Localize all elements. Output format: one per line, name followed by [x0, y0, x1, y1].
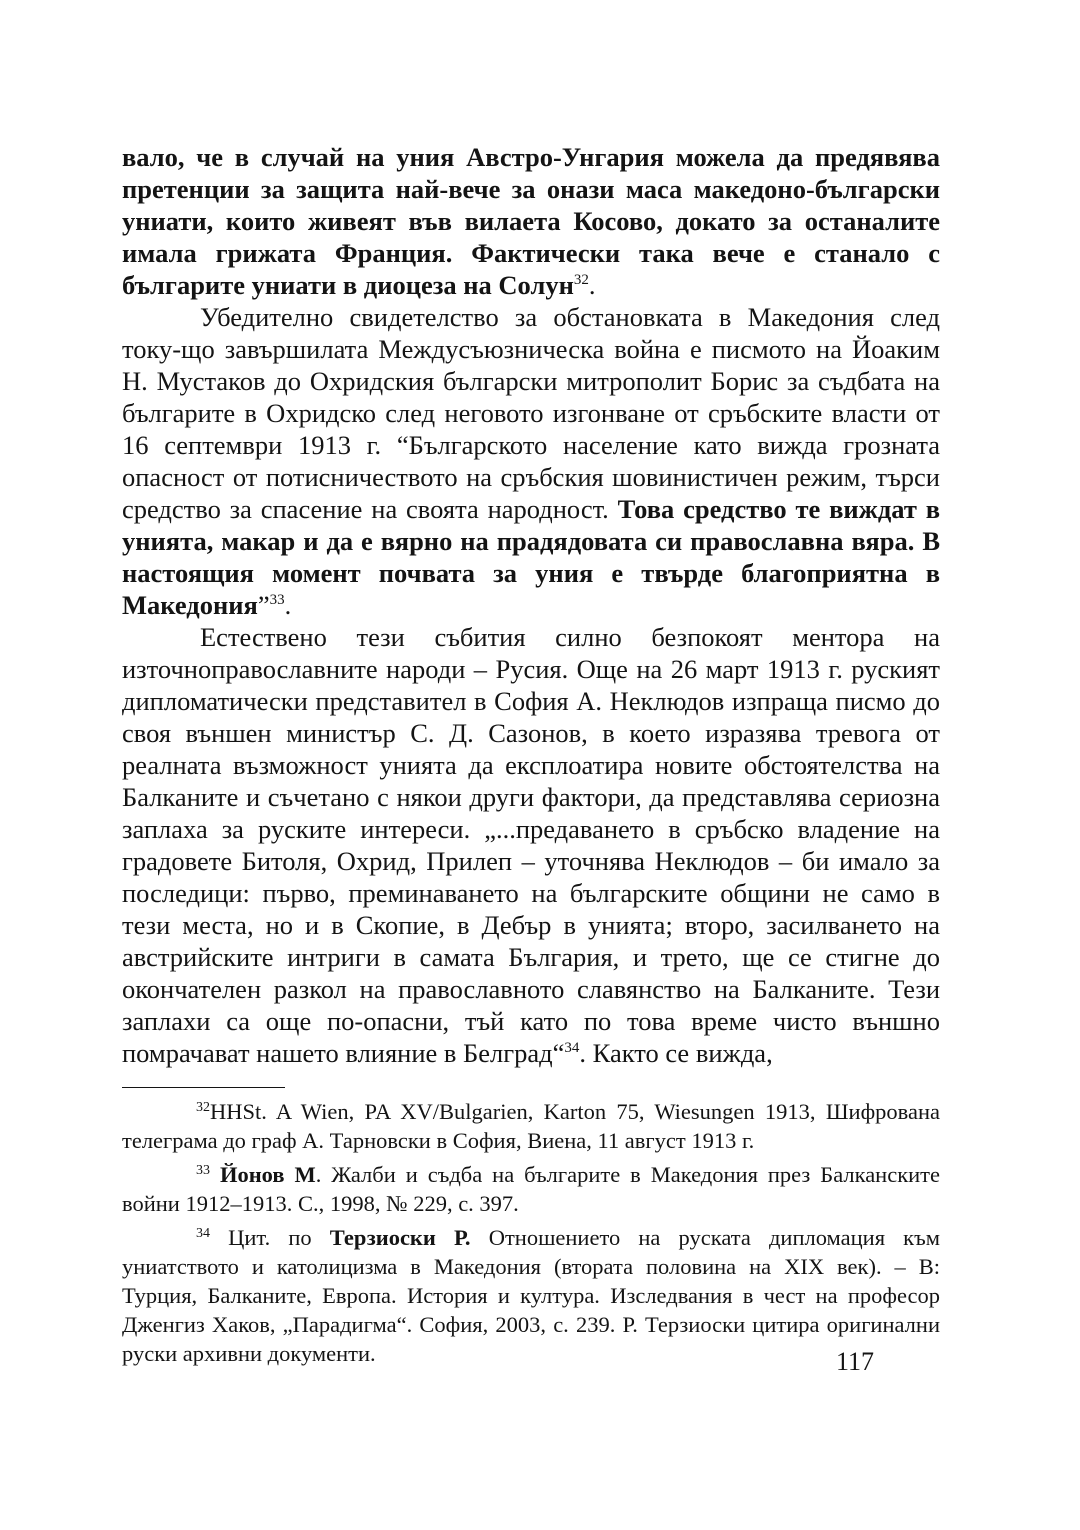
footnote-ref-32[interactable]: 32 [573, 272, 589, 288]
footnote-34: $^{34}$ Цит. по Терзиоски Р. Отношението на руската дипломация към униатството и католицизма в Македония (втората половина на XIX век). – В: Турция, Балканите, Европа. История и култура. Изследвания в чест на професор Дженгиз Хаков, „Парадигма“. София, 2003, с. 239. Р. Терзиоски цитира оригинални руски архивни документи. [122, 1225, 940, 1366]
footnotes [122, 1097, 940, 1373]
footnote-author: Терзиоски Р. [329, 1225, 471, 1250]
bold-passage: вало, че в случай на уния Австро-Унгария можела да предявява претенции за защита най-вече за онази маса македоно-български униати, които живеят във вилаета Косово, докато за останалите имала грижата Франция. Фактически така вече е станало с българите униати в диоцеза на Солун [122, 142, 940, 300]
paragraph-2: Убедително свидетелство за обстановката в Македония след току-що завършилата Междусъюзническа война е писмото на Йоаким Н. Мустаков до Охридския български митрополит Борис за съдбата на българите в Охридско след неговото изгонване от сръбските власти от 16 септември 1913 г. “Българското население като вижда грозната опасност от потисничеството на сръбския шовинистичен режим, търси средство за спасение на своята народност. Това средство те виждат в унията, макар и да е вярно на прадядовата си православна вяра. В настоящия момент почвата за уния е твърде благоприятна в Македония”$^{33}$. [122, 302, 941, 620]
footnote-32: $^{32}$HHSt. A Wien, PA XV/Bulgarien, Karton 75, Wiesungen 1913, Шифрована телеграма до граф А. Тарновски в София, Виена, 11 август 1913 г. [122, 1099, 940, 1153]
footnote-ref-33[interactable]: 33 [269, 592, 285, 608]
footnote-author: Йонов М [219, 1162, 316, 1187]
body-text [122, 141, 940, 1069]
footnote-separator [122, 1087, 285, 1088]
footnote-33: $^{33}$ Йонов М. Жалби и съдба на българите в Македония през Балканските войни 1912–1913. С., 1998, № 229, с. 397. [122, 1162, 941, 1216]
bold-passage: Това средство те виждат в унията, макар и да е вярно на прадядовата си православна вяра. В настоящия момент почвата за уния е твърде благоприятна в Македония [122, 494, 941, 620]
page-number: 117 [836, 1347, 875, 1376]
paragraph-1: вало, че в случай на уния Австро-Унгария можела да предявява претенции за защита най-вече за онази маса македоно-български униати, които живеят във вилаета Косово, докато за останалите имала грижата Франция. Фактически така вече е станало с българите униати в диоцеза на Солун$^{32}$. [122, 142, 940, 300]
footnote-ref-34[interactable]: 34 [564, 1040, 580, 1056]
paragraph-3: Естествено тези събития силно безпокоят ментора на източноправославните народи – Русия. Още на 26 март 1913 г. руският дипломатически представител в София А. Неклюдов изпраща писмо до своя външен министър С. Д. Сазонов, в което изразява тревога от реалната възможност унията да експлоатира новите обстоятелства на Балканите и съчетано с някои други фактори, да представлява сериозна заплаха за руските интереси. „...предаването в сръбско владение на градовете Битоля, Охрид, Прилеп – уточнява Неклюдов – би имало за последици: първо, преминаването на българските общини не само в тези места, но и в Скопие, в Дебър в унията; второ, засилването на австрийските интриги в самата България, и трето, ще се стигне до окончателен разкол на православното славянство на Балканите. Тези заплахи са още по-опасни, тъй като по това време чисто външно помрачават нашето влияние в Белград“$^{34}$. Както се вижда, [122, 622, 940, 1068]
